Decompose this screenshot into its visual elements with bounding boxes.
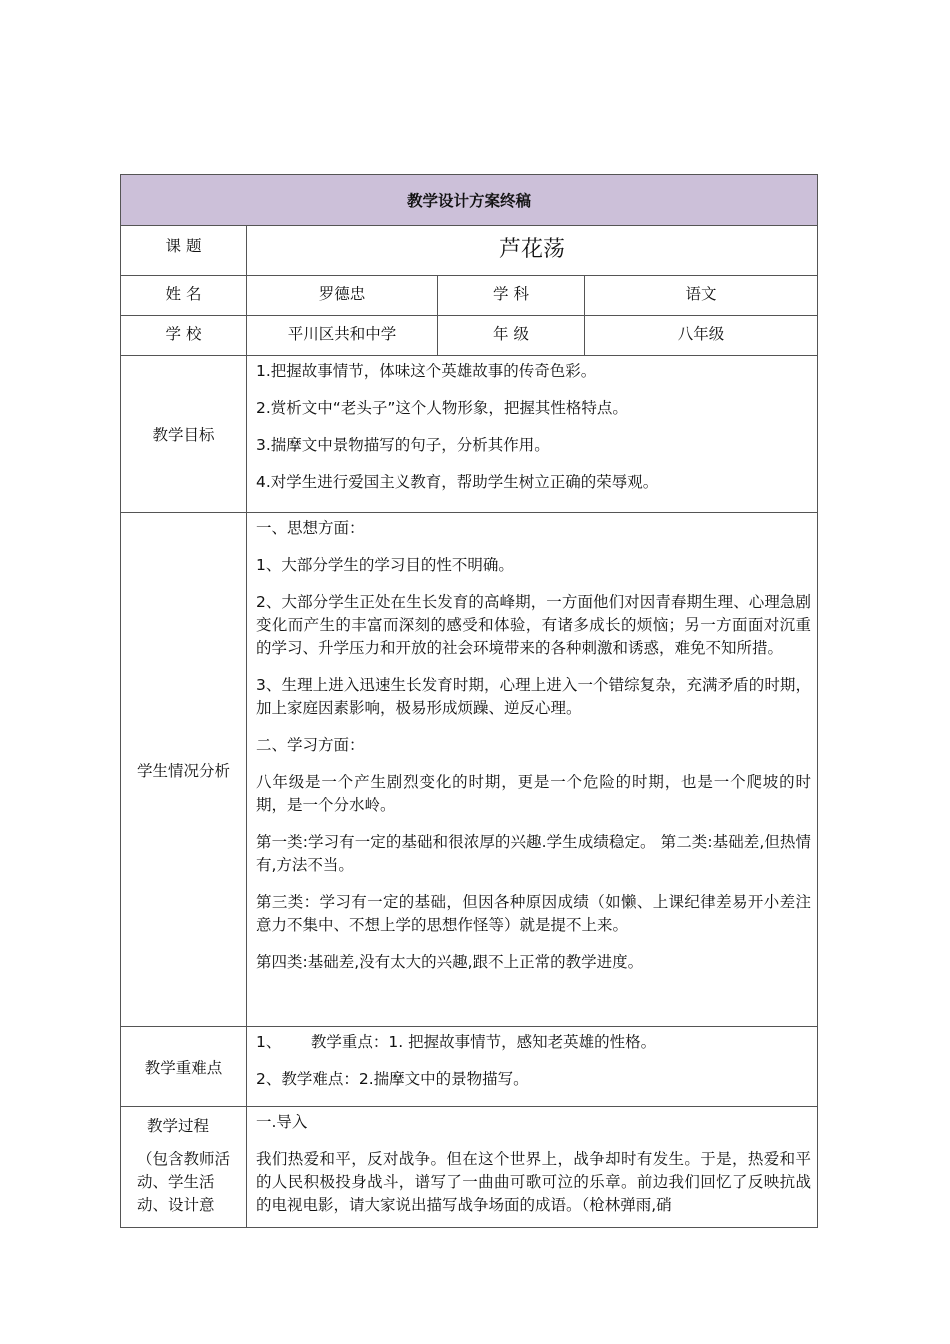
key-points-row — [121, 1027, 818, 1107]
goal-item: 2.赏析文中“老头子”这个人物形象，把握其性格特点。 — [256, 399, 628, 417]
goals-content — [247, 356, 818, 513]
grade-label: 年 级 — [438, 316, 585, 356]
subject-value: 语文 — [585, 276, 818, 316]
analysis-content — [247, 513, 818, 1027]
analysis-paragraph: 第四类:基础差,没有太大的兴趣,跟不上正常的教学进度。 — [256, 953, 644, 971]
analysis-label: 学生情况分析 — [121, 513, 247, 1027]
subject-label: 学 科 — [438, 276, 585, 316]
key-points-content — [247, 1027, 818, 1107]
key-points-label: 教学重难点 — [121, 1027, 247, 1107]
topic-value: 芦花荡 — [247, 226, 818, 276]
analysis-paragraph: 第一类:学习有一定的基础和很浓厚的兴趣.学生成绩稳定。 第二类:基础差,但热情有,方法不当。 — [256, 833, 812, 874]
process-content — [247, 1107, 818, 1228]
analysis-paragraph: 二、学习方面： — [256, 736, 365, 754]
document-title: 教学设计方案终稿 — [121, 175, 818, 226]
key-point-item: 1、 教学重点：1. 把握故事情节，感知老英雄的性格。 — [256, 1033, 657, 1051]
key-point-item: 2、教学难点：2.揣摩文中的景物描写。 — [256, 1070, 529, 1088]
school-row — [121, 316, 818, 356]
school-label: 学 校 — [121, 316, 247, 356]
analysis-paragraph: 八年级是一个产生剧烈变化的时期，更是一个危险的时期，也是一个爬坡的时期，是一个分水岭。 — [256, 773, 812, 814]
grade-value: 八年级 — [585, 316, 818, 356]
school-value: 平川区共和中学 — [247, 316, 438, 356]
topic-row — [121, 226, 818, 276]
name-value: 罗德忠 — [247, 276, 438, 316]
title-row — [121, 175, 818, 226]
process-label-cell — [121, 1107, 247, 1228]
goals-row — [121, 356, 818, 513]
process-paragraph: 一.导入 — [256, 1113, 308, 1131]
analysis-paragraph: 2、大部分学生正处在生长发育的高峰期，一方面他们对因青春期生理、心理急剧变化而产生的丰富而深刻的感受和体验，有诸多成长的烦恼；另一方面面对沉重的学习、升学压力和开放的社会环境带来的各种刺激和诱惑，难免不知所措。 — [256, 593, 812, 657]
goal-item: 3.揣摩文中景物描写的句子，分析其作用。 — [256, 436, 550, 454]
analysis-paragraph: 第三类：学习有一定的基础，但因各种原因成绩（如懒、上课纪律差易开小差注意力不集中、不想上学的思想作怪等）就是提不上来。 — [256, 893, 812, 934]
goals-label: 教学目标 — [121, 356, 247, 513]
process-label: 教学过程 — [147, 1117, 210, 1135]
analysis-paragraph: 一、思想方面： — [256, 519, 365, 537]
goal-item: 1.把握故事情节，体味这个英雄故事的传奇色彩。 — [256, 362, 597, 380]
goal-item: 4.对学生进行爱国主义教育，帮助学生树立正确的荣辱观。 — [256, 473, 659, 491]
process-row — [121, 1107, 818, 1228]
analysis-paragraph: 1、大部分学生的学习目的性不明确。 — [256, 556, 514, 574]
lesson-plan-table — [120, 174, 818, 1228]
analysis-row — [121, 513, 818, 1027]
name-row — [121, 276, 818, 316]
process-note: （包含教师活动、学生活动、设计意 — [137, 1150, 231, 1214]
process-paragraph: 我们热爱和平，反对战争。但在这个世界上，战争却时有发生。于是，热爱和平的人民积极投身战斗，谱写了一曲曲可歌可泣的乐章。前边我们回忆了反映抗战的电视电影，请大家说出描写战争场面的成语。（枪林弹雨,硝 — [256, 1150, 812, 1214]
analysis-paragraph: 3、生理上进入迅速生长发育时期，心理上进入一个错综复杂，充满矛盾的时期，加上家庭因素影响，极易形成烦躁、逆反心理。 — [256, 676, 812, 717]
name-label: 姓 名 — [121, 276, 247, 316]
topic-label: 课 题 — [121, 226, 247, 276]
